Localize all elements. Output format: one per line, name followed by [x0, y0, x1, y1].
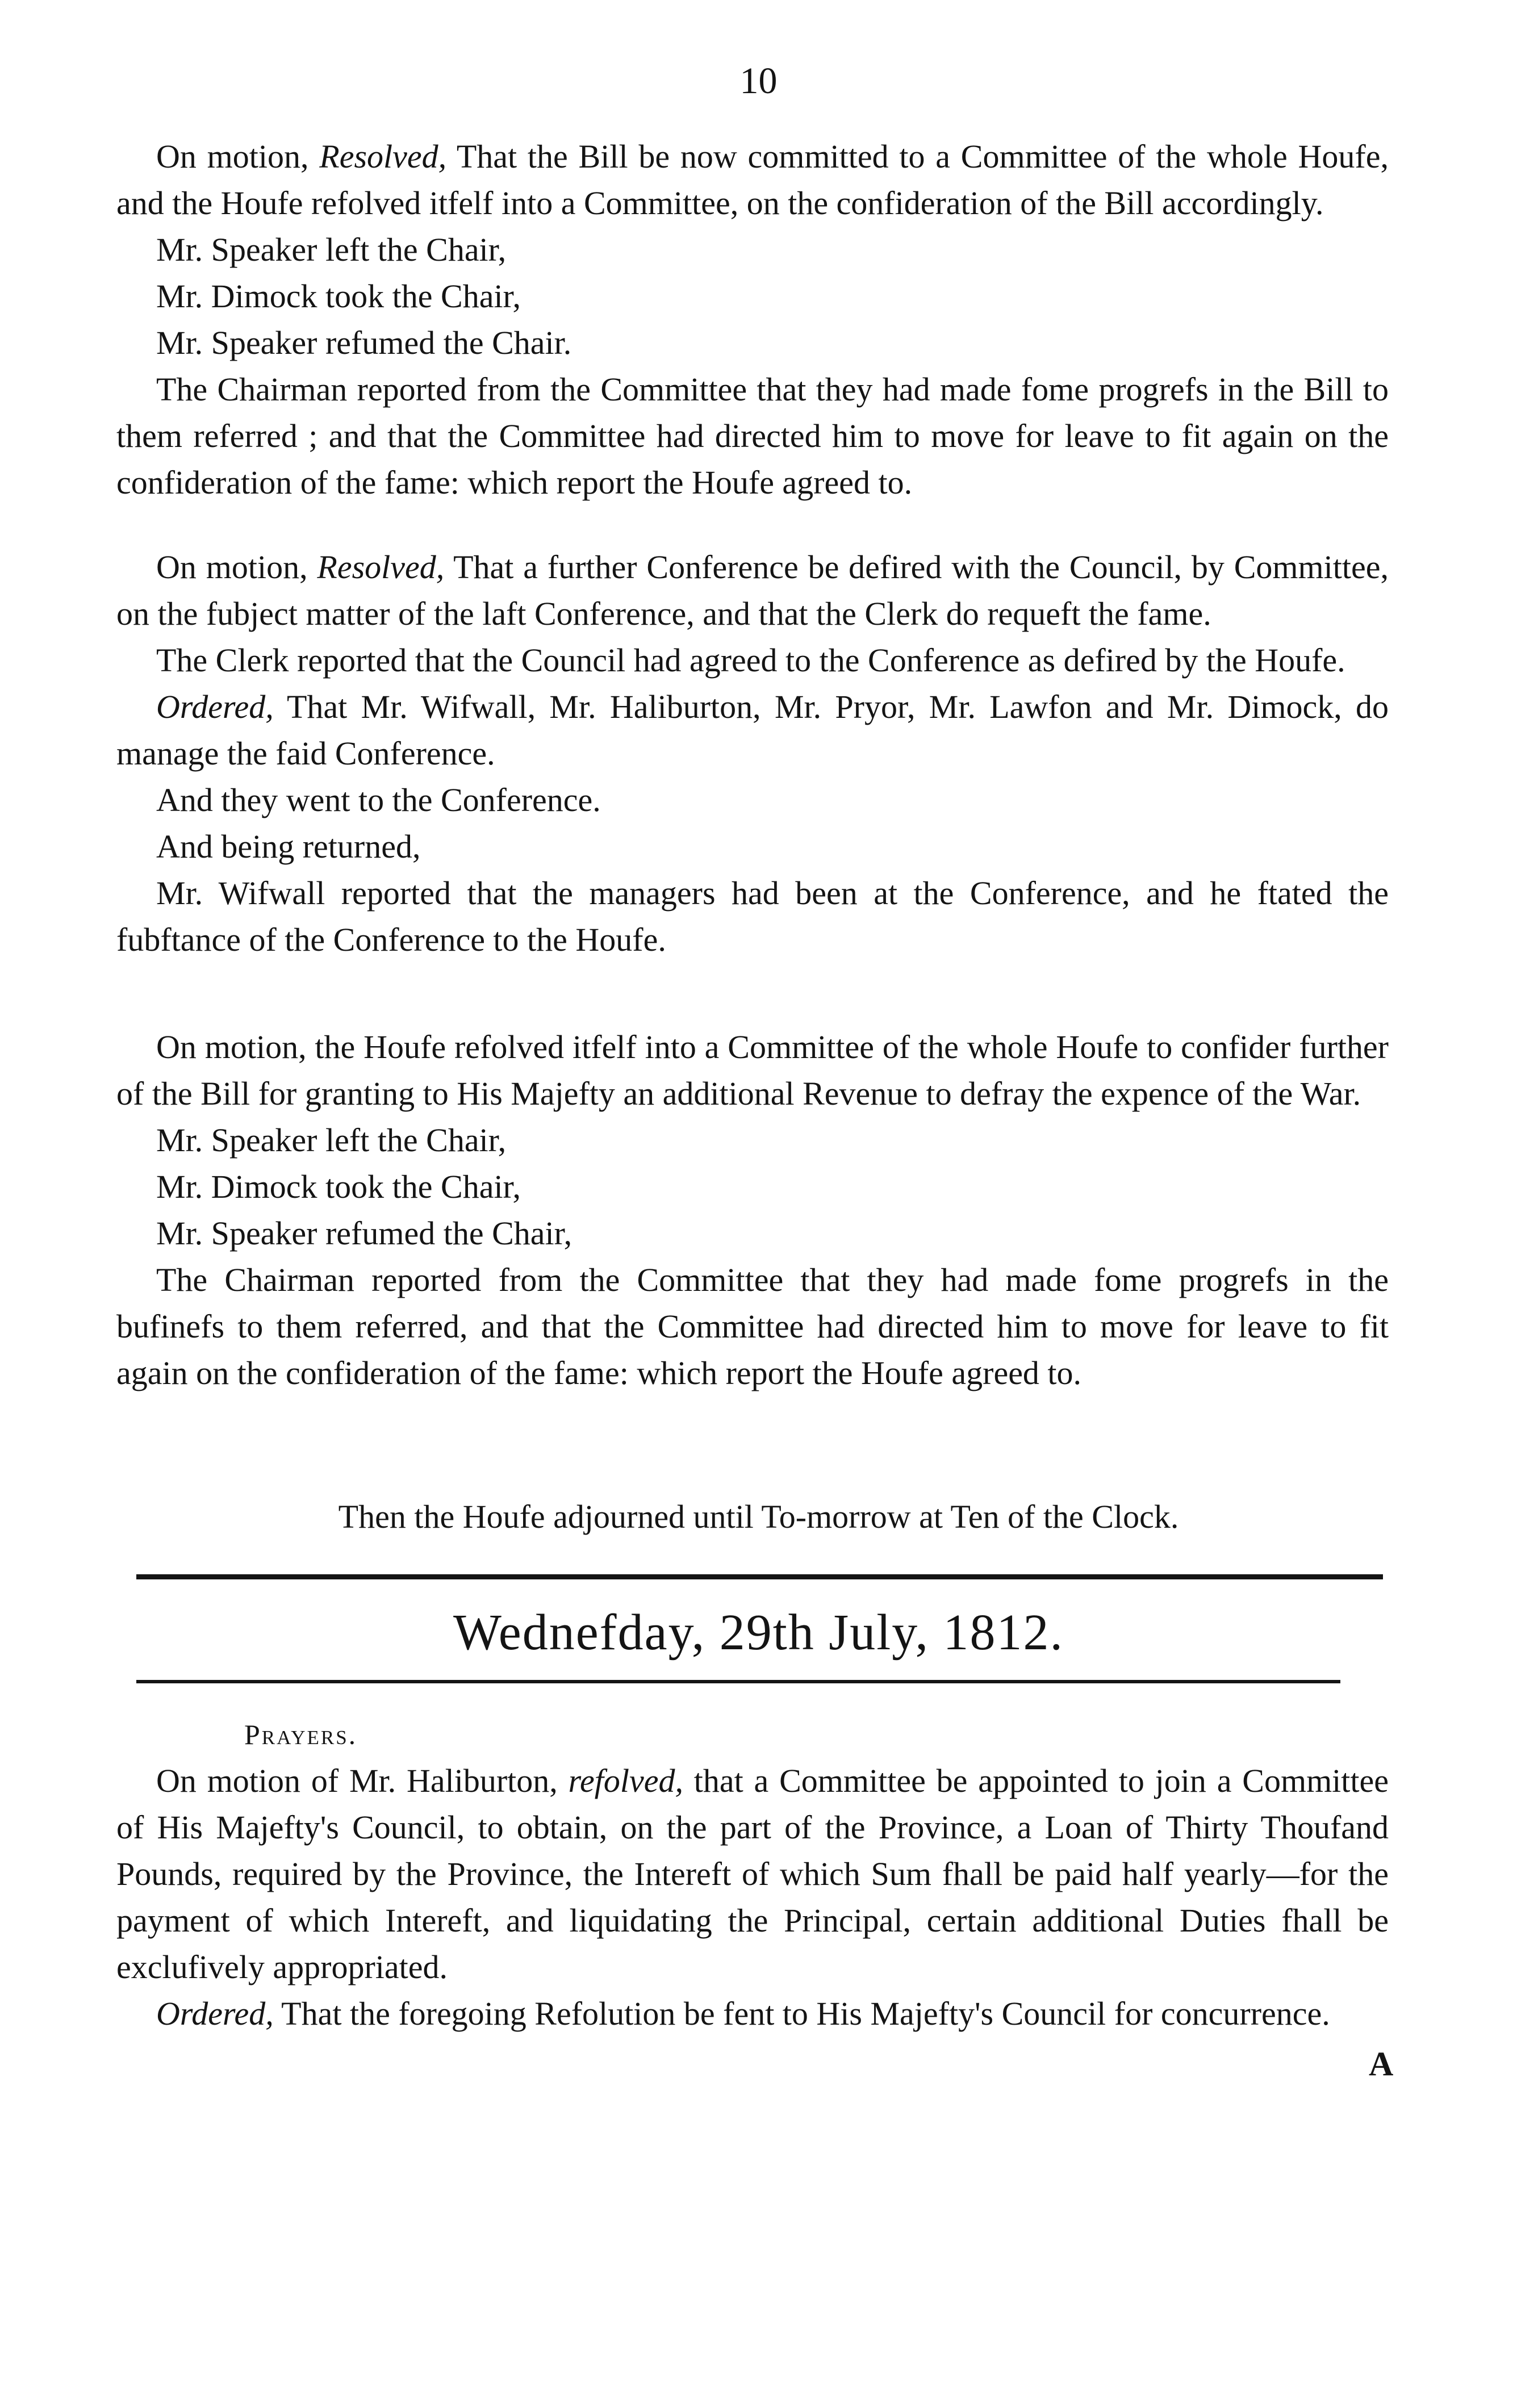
- speaker-resumed-chair: Mr. Speaker refumed the Chair,: [156, 1215, 572, 1252]
- resolved-label: refolved,: [568, 1762, 683, 1799]
- proceedings-section-2: [116, 544, 1389, 963]
- wiswall-report: Mr. Wifwall reported that the managers had been at the Conference, and he ftated the fubftance of the Conference to the Houfe.: [116, 875, 1389, 958]
- resolved-label: Resolved,: [319, 138, 447, 175]
- divider-rule-thin: [136, 1680, 1340, 1683]
- motion-lead: On motion of Mr. Haliburton,: [156, 1762, 569, 1799]
- motion-revenue-bill: On motion, the Houfe refolved itfelf into a Committee of the whole Houfe to confider further of the Bill for granting to His Majefty an additional Revenue to defray the expence of the War.: [116, 1029, 1389, 1112]
- motion-lead: On motion,: [156, 138, 320, 175]
- proceedings-section-3: [116, 1024, 1389, 1397]
- went-to-conference: And they went to the Conference.: [156, 781, 601, 818]
- date-heading: Wednefday, 29th July, 1812.: [453, 1604, 1064, 1661]
- dimock-took-chair: Mr. Dimock took the Chair,: [156, 1168, 521, 1205]
- ordered-managers: [116, 684, 1389, 777]
- motion-lead: On motion,: [156, 549, 317, 586]
- prayers-heading: Prayers.: [244, 1719, 358, 1750]
- motion-text: That the Bill be now committed to a Committee of the whole Houfe, and the Houfe refolved itfelf into a Committee, on the confideration of the Bill accordingly.: [116, 138, 1389, 221]
- motion-text: that a Committee be appointed to join a Committee of His Majefty's Council, to obtain, on the part of the Province, a Loan of Thirty Thoufand Pounds, required by the Province, the Intereft of which Sum fhall be paid half yearly—for the payment of which Intereft, and liquidating the Principal, certain additional Duties fhall be exclufively appropriated.: [116, 1762, 1389, 1985]
- motion-loan-committee: [116, 1758, 1389, 1991]
- ordered-text: That the foregoing Refolution be fent to His Majefty's Council for concurrence.: [273, 1995, 1330, 2032]
- ordered-text: That Mr. Wifwall, Mr. Haliburton, Mr. Pryor, Mr. Lawfon and Mr. Dimock, do manage the faid Conference.: [116, 688, 1389, 772]
- ordered-concurrence: [116, 1991, 1389, 2037]
- proceedings-section-1: [116, 133, 1389, 506]
- ordered-label: Ordered,: [156, 1995, 274, 2032]
- speaker-left-chair: Mr. Speaker left the Chair,: [156, 1122, 507, 1159]
- speaker-resumed-chair: Mr. Speaker refumed the Chair.: [156, 324, 572, 361]
- catchword: A: [1369, 2045, 1394, 2083]
- dimock-took-chair: Mr. Dimock took the Chair,: [156, 278, 521, 315]
- proceedings-section-4: [116, 1758, 1389, 2037]
- page-number: 10: [739, 60, 778, 102]
- motion-text: That a further Conference be defired with the Council, by Committee, on the fubject matter of the laft Conference, and that the Clerk do requeft the fame.: [116, 549, 1389, 632]
- chairman-report: The Chairman reported from the Committee that they had made fome progrefs in the Bill to them referred ; and that the Committee had directed him to move for leave to fit again on the confideration of the fame: which report the Houfe agreed to.: [116, 371, 1389, 501]
- ordered-label: Ordered,: [156, 688, 274, 725]
- motion-commit-bill: [116, 133, 1389, 227]
- adjournment-line: Then the Houfe adjourned until To-morrow at Ten of the Clock.: [338, 1498, 1179, 1535]
- chairman-report: The Chairman reported from the Committee that they had made fome progrefs in the bufinefs to them referred, and that the Committee had directed him to move for leave to fit again on the confideration of the fame: which report the Houfe agreed to.: [116, 1261, 1389, 1391]
- motion-conference: [116, 544, 1389, 637]
- resolved-label: Resolved,: [317, 549, 445, 586]
- being-returned: And being returned,: [156, 828, 421, 865]
- divider-rule-thick: [136, 1574, 1383, 1579]
- speaker-left-chair: Mr. Speaker left the Chair,: [156, 231, 507, 268]
- clerk-report: The Clerk reported that the Council had agreed to the Conference as defired by the Houfe.: [156, 642, 1345, 679]
